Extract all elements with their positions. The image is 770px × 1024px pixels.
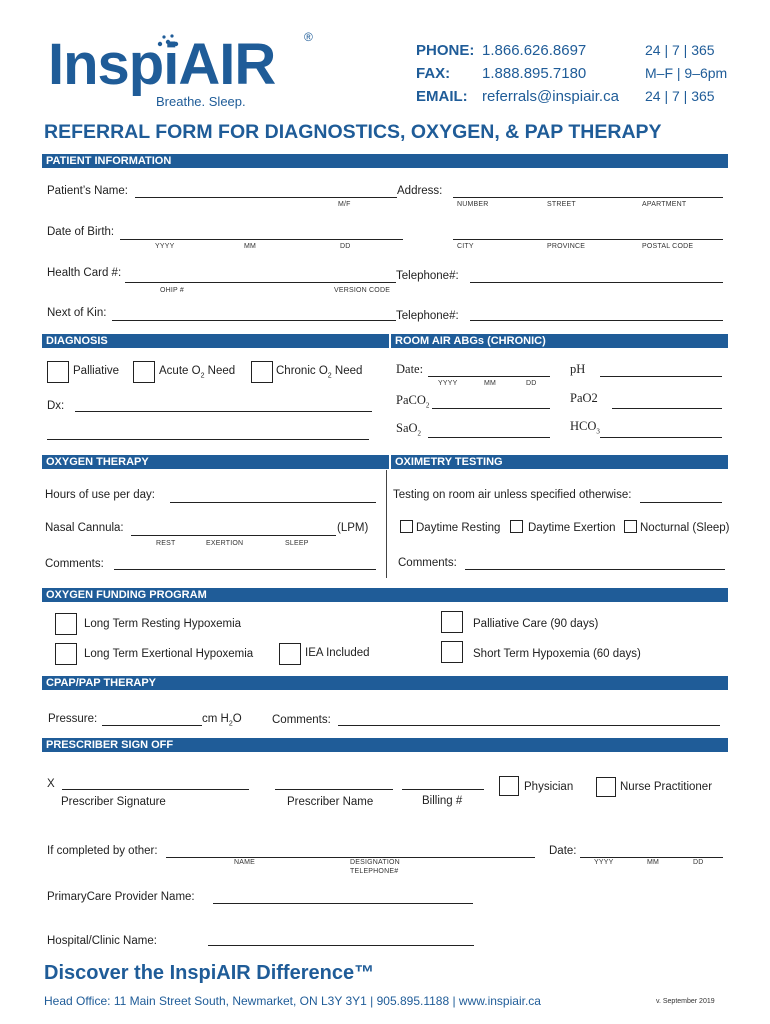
iea-checkbox[interactable] <box>279 643 301 665</box>
designation-caption: DESIGNATION <box>350 859 400 866</box>
pao2-label: PaO2 <box>570 391 598 405</box>
abg-yyyy: YYYY <box>438 380 458 387</box>
chronic-checkbox[interactable] <box>251 361 273 383</box>
signature-x: X <box>47 778 55 790</box>
iea-label: IEA Included <box>305 647 370 659</box>
abg-mm: MM <box>484 380 497 387</box>
cpap-header: CPAP/PAP THERAPY <box>42 676 728 690</box>
prescriber-name-field[interactable] <box>275 789 393 790</box>
telephone-caption: TELEPHONE# <box>350 868 399 875</box>
kin-telephone-field[interactable] <box>470 320 723 321</box>
fax-number: 1.888.895.7180 <box>482 65 587 82</box>
dx-field-2[interactable] <box>47 439 369 440</box>
footer-office: Head Office: 11 Main Street South, Newmarket, ON L3Y 3Y1 | 905.895.1188 | www.inspiair.ca <box>44 994 541 1008</box>
abgs-header: ROOM AIR ABGs (CHRONIC) <box>389 334 728 348</box>
abg-date-field[interactable] <box>428 376 550 377</box>
dob-label: Date of Birth: <box>47 226 115 238</box>
dob-mm: MM <box>244 243 257 250</box>
other-yyyy: YYYY <box>594 859 614 866</box>
dob-field[interactable] <box>120 239 403 240</box>
abg-date-label: Date: <box>396 362 424 376</box>
short-term-label: Short Term Hypoxemia (60 days) <box>473 648 641 660</box>
email-label: EMAIL: <box>416 88 468 105</box>
postal-caption: POSTAL CODE <box>642 243 694 250</box>
oxygen-comments-field[interactable] <box>114 569 376 570</box>
primary-care-field[interactable] <box>213 903 473 904</box>
hospital-field[interactable] <box>208 945 474 946</box>
cpap-comments-label: Comments: <box>272 714 331 726</box>
other-label: If completed by other: <box>47 845 158 857</box>
phone-hours: 24 | 7 | 365 <box>645 42 715 58</box>
ohip-caption: OHIP # <box>160 287 185 294</box>
physician-checkbox[interactable] <box>499 776 519 796</box>
health-card-field[interactable] <box>125 282 396 283</box>
billing-caption: Billing # <box>422 795 463 807</box>
contact-block <box>416 42 736 112</box>
oximetry-comments-field[interactable] <box>465 569 725 570</box>
other-field[interactable] <box>166 857 535 858</box>
prescriber-header: PRESCRIBER SIGN OFF <box>42 738 728 752</box>
apartment-caption: APARTMENT <box>642 201 687 208</box>
number-caption: NUMBER <box>457 201 489 208</box>
daytime-resting-label: Daytime Resting <box>416 522 501 534</box>
chronic-label: Chronic $O_2$ Need <box>276 365 363 380</box>
sao2-label: SaO$_2$ <box>396 421 422 438</box>
acute-label: Acute $O_2$ Need <box>159 365 236 380</box>
patient-info-header: PATIENT INFORMATION <box>42 154 728 168</box>
palliative-checkbox[interactable] <box>47 361 69 383</box>
health-card-label: Health Card #: <box>47 267 122 279</box>
oxygen-header: OXYGEN THERAPY <box>42 455 389 469</box>
hours-label: Hours of use per day: <box>45 489 155 501</box>
footer-tagline: Discover the InspiAIR Difference™ <box>44 962 375 984</box>
paco2-field[interactable] <box>432 408 550 409</box>
oximetry-note: Testing on room air unless specified otherwise: <box>393 489 632 501</box>
other-dd: DD <box>693 859 704 866</box>
street-caption: STREET <box>547 201 576 208</box>
signature-field[interactable] <box>62 789 249 790</box>
province-caption: PROVINCE <box>547 243 586 250</box>
kin-label: Next of Kin: <box>47 307 107 319</box>
signature-caption: Prescriber Signature <box>61 796 166 808</box>
city-field[interactable] <box>453 239 723 240</box>
lpm-label: (LPM) <box>337 522 369 534</box>
other-mm: MM <box>647 859 660 866</box>
email-hours: 24 | 7 | 365 <box>645 88 715 104</box>
hco3-field[interactable] <box>600 437 722 438</box>
lteh-checkbox[interactable] <box>55 643 77 665</box>
pressure-field[interactable] <box>102 725 202 726</box>
short-term-checkbox[interactable] <box>441 641 463 663</box>
sao2-field[interactable] <box>428 437 550 438</box>
logo-wordmark: InspiAIR <box>48 32 276 97</box>
nocturnal-checkbox[interactable] <box>624 520 637 533</box>
physician-label: Physician <box>524 781 574 793</box>
other-name-caption: NAME <box>234 859 256 866</box>
logo-tagline: Breathe. Sleep. <box>156 94 246 109</box>
daytime-resting-checkbox[interactable] <box>400 520 413 533</box>
daytime-exertion-label: Daytime Exertion <box>528 522 616 534</box>
footer-version: v. September 2019 <box>656 998 715 1005</box>
np-label: Nurse Practitioner <box>620 781 713 793</box>
mf-caption: M/F <box>338 201 351 208</box>
funding-header: OXYGEN FUNDING PROGRAM <box>42 588 728 602</box>
other-date-label: Date: <box>549 845 577 857</box>
acute-checkbox[interactable] <box>133 361 155 383</box>
lteh-label: Long Term Exertional Hypoxemia <box>84 648 254 660</box>
city-caption: CITY <box>457 243 474 250</box>
nasal-field[interactable] <box>131 535 336 536</box>
np-checkbox[interactable] <box>596 777 616 797</box>
dob-yyyy: YYYY <box>155 243 175 250</box>
sleep-caption: SLEEP <box>285 540 309 547</box>
pressure-unit: cm $H_2O$ <box>202 713 242 728</box>
billing-field[interactable] <box>402 789 484 790</box>
diagnosis-header: DIAGNOSIS <box>42 334 389 348</box>
daytime-exertion-checkbox[interactable] <box>510 520 523 533</box>
prescriber-name-caption: Prescriber Name <box>287 796 374 808</box>
registered-mark: ® <box>304 30 313 44</box>
hours-field[interactable] <box>170 502 376 503</box>
brand-logo <box>46 30 336 110</box>
dob-dd: DD <box>340 243 351 250</box>
kin-field[interactable] <box>112 320 396 321</box>
fax-hours: M–F | 9–6pm <box>645 65 728 81</box>
email-address[interactable]: referrals@inspiair.ca <box>482 88 619 105</box>
palliative-care-label: Palliative Care (90 days) <box>473 618 599 630</box>
rest-caption: REST <box>156 540 176 547</box>
hco3-label: $HCO_3$ <box>570 419 600 436</box>
patient-name-field[interactable] <box>135 197 397 198</box>
pressure-label: Pressure: <box>48 713 98 725</box>
ph-label: pH <box>570 362 586 376</box>
ph-field[interactable] <box>600 376 722 377</box>
nasal-label: Nasal Cannula: <box>45 522 124 534</box>
primary-care-label: PrimaryCare Provider Name: <box>47 891 195 903</box>
palliative-label: Palliative <box>73 365 120 377</box>
palliative-care-checkbox[interactable] <box>441 611 463 633</box>
phone-label: PHONE: <box>416 42 475 59</box>
ltrh-label: Long Term Resting Hypoxemia <box>84 618 242 630</box>
dx-label: Dx: <box>47 400 65 412</box>
paco2-label: PaCO$_2$ <box>396 393 430 410</box>
oximetry-comments-label: Comments: <box>398 557 457 569</box>
kin-telephone-label: Telephone#: <box>396 310 459 322</box>
pao2-field[interactable] <box>612 408 722 409</box>
address-field[interactable] <box>453 197 723 198</box>
phone-number: 1.866.626.8697 <box>482 42 587 59</box>
oximetry-note-field[interactable] <box>640 502 722 503</box>
hospital-label: Hospital/Clinic Name: <box>47 935 157 947</box>
form-title: REFERRAL FORM FOR DIAGNOSTICS, OXYGEN, & PAP THERAPY <box>44 121 662 143</box>
version-caption: VERSION CODE <box>334 287 391 294</box>
fax-label: FAX: <box>416 65 451 82</box>
abg-dd: DD <box>526 380 537 387</box>
ltrh-checkbox[interactable] <box>55 613 77 635</box>
dx-field-1[interactable] <box>75 411 372 412</box>
telephone-field[interactable] <box>470 282 723 283</box>
patient-name-label: Patient’s Name: <box>47 185 128 197</box>
telephone-label: Telephone#: <box>396 270 459 282</box>
exertion-caption: EXERTION <box>206 540 244 547</box>
cpap-comments-field[interactable] <box>338 725 720 726</box>
column-divider <box>386 470 387 578</box>
oxygen-comments-label: Comments: <box>45 558 104 570</box>
oximetry-header: OXIMETRY TESTING <box>389 455 728 469</box>
address-label: Address: <box>397 185 443 197</box>
nocturnal-label: Nocturnal (Sleep) <box>640 522 730 534</box>
other-date-field[interactable] <box>580 857 723 858</box>
